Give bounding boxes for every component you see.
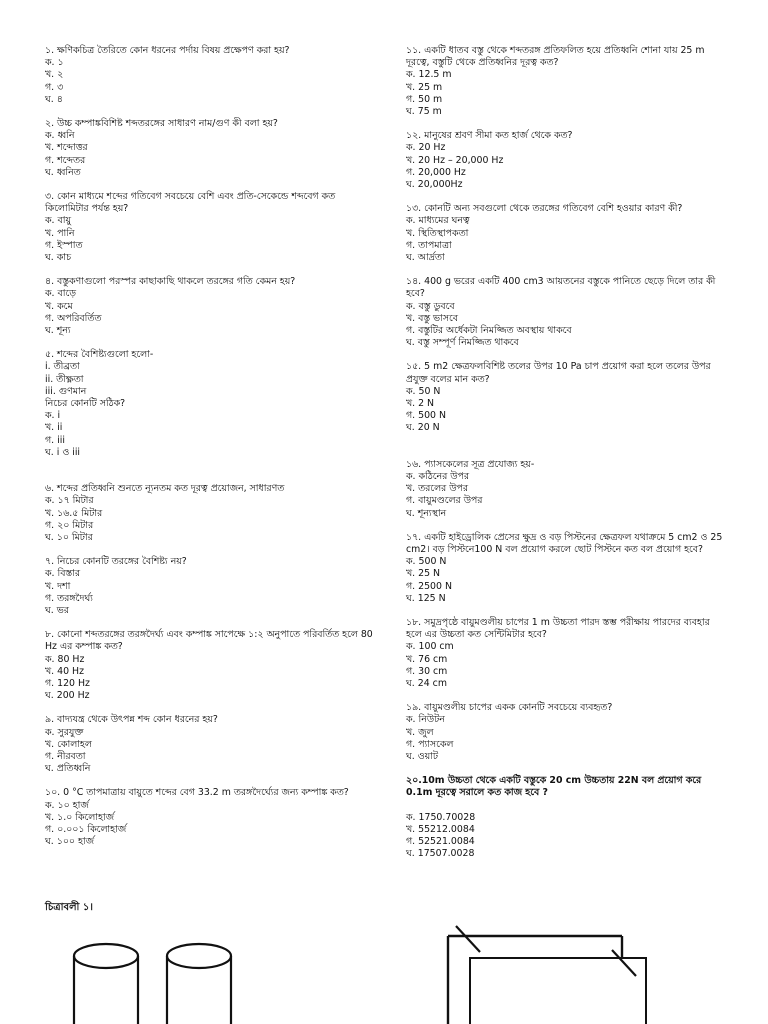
- question-15: [406, 361, 728, 434]
- option-d[interactable]: ঘ. ১০০ হার্জ: [45, 836, 95, 848]
- option-a[interactable]: ক. ধ্বনি: [45, 130, 75, 142]
- option-c[interactable]: গ. তাপমাত্রা: [406, 239, 452, 251]
- question-text: ৩. কোন মাধ্যমে শব্দের গতিবেগ সবচেয়ে বেশি এবং প্রতি-সেকেন্ডে শব্দবেগ কত কিলোমিটার পর্যন্ত হয়?: [45, 191, 336, 215]
- question-7: [45, 556, 375, 617]
- option-d[interactable]: ঘ. i ও iii: [45, 446, 81, 458]
- question-17: [406, 532, 728, 605]
- option-list: [45, 215, 375, 264]
- option-a[interactable]: ক. ১৭ মিটার: [45, 495, 94, 507]
- cylinders-figure: [70, 940, 240, 1024]
- option-d[interactable]: ঘ. আর্দ্রতা: [406, 252, 445, 264]
- option-d[interactable]: ঘ. 17507.0028: [406, 848, 475, 860]
- option-a[interactable]: ক. 1750.70028: [406, 811, 476, 823]
- option-a[interactable]: ক. বাড়ে: [45, 288, 76, 300]
- option-b[interactable]: খ. ii: [45, 422, 63, 434]
- figure-section-title: চিত্রাবলী ১।: [45, 902, 93, 913]
- option-b[interactable]: খ. শব্দোত্তর: [45, 142, 88, 154]
- option-b[interactable]: খ. ১.০ কিলোহার্জ: [45, 811, 114, 823]
- option-list: [406, 301, 728, 350]
- statement-ii: ii. তীক্ষ্ণতা: [45, 373, 84, 385]
- question-11: [406, 45, 728, 118]
- option-d[interactable]: ঘ. ওয়াট: [406, 750, 439, 762]
- option-list: [45, 800, 375, 849]
- question-16: [406, 459, 728, 520]
- option-c[interactable]: গ. অপরিবর্তিত: [45, 312, 102, 324]
- option-d[interactable]: ঘ. কাচ: [45, 252, 72, 264]
- option-a[interactable]: ক. 100 cm: [406, 641, 454, 653]
- question-text: ৪. বস্তুকণাগুলো পরস্পর কাছাকাছি থাকলে তরঙ্গের গতি কেমন হয়?: [45, 276, 296, 288]
- option-list: [406, 812, 728, 861]
- question-text: ১৬. প্যাসকেলের সূত্র প্রযোজ্য হয়-: [406, 458, 535, 470]
- option-c[interactable]: গ. ২০ মিটার: [45, 519, 94, 531]
- option-b[interactable]: খ. জুল: [406, 726, 434, 738]
- question-5: [45, 349, 375, 459]
- question-1: [45, 45, 375, 106]
- question-text: ২০.10m উচ্চতা থেকে একটি বস্তুকে 20 cm উচ্চতায় 22N বল প্রয়োগ করে 0.1m দূরত্বে সরালে কত কাজ হবে ?: [406, 775, 702, 799]
- option-d[interactable]: ঘ. ধ্বনিত: [45, 166, 81, 178]
- question-text: ৬. শব্দের প্রতিধ্বনি শুনতে ন্যূনতম কত দূরত্ব প্রয়োজন, সাধারণত: [45, 483, 285, 495]
- option-list: [45, 568, 375, 617]
- question-3: [45, 191, 375, 264]
- option-b[interactable]: খ. দশা: [45, 580, 71, 592]
- question-9: [45, 714, 375, 775]
- option-list: [406, 471, 728, 520]
- option-d[interactable]: ঘ. শূন্য: [45, 325, 71, 337]
- question-4: [45, 276, 375, 337]
- plates-figure: [440, 924, 660, 1024]
- option-c[interactable]: গ. বায়ুমণ্ডলের উপর: [406, 495, 483, 507]
- question-text: ১১. একটি ধাতব বস্তু থেকে শব্দতরঙ্গ প্রতিফলিত হয়ে প্রতিধ্বনি শোনা যায় 25 m দূরত্বে, বস্তুটি থেকে প্রতিধ্বনির দূরত্ব কত?: [406, 45, 705, 69]
- statement-i: i. তীব্রতা: [45, 361, 80, 373]
- option-a[interactable]: ক. 12.5 m: [406, 69, 452, 81]
- option-c[interactable]: গ. শব্দেতর: [45, 154, 86, 166]
- option-d[interactable]: ঘ. ভর: [45, 604, 69, 616]
- option-c[interactable]: গ. 500 N: [406, 410, 446, 422]
- option-d[interactable]: ঘ. বস্তু সম্পূর্ণ নিমজ্জিত থাকবে: [406, 337, 519, 349]
- left-column: [45, 45, 375, 860]
- option-list: [406, 69, 728, 118]
- question-2: [45, 118, 375, 179]
- option-a[interactable]: ক. সুরযুক্ত: [45, 726, 84, 738]
- option-c[interactable]: গ. তরঙ্গদৈর্ঘ্য: [45, 592, 93, 604]
- option-d[interactable]: ঘ. 75 m: [406, 106, 442, 118]
- option-c[interactable]: গ. iii: [45, 434, 65, 446]
- option-d[interactable]: ঘ. 200 Hz: [45, 690, 90, 702]
- statement-list: [45, 361, 375, 398]
- option-a[interactable]: ক. i: [45, 410, 61, 422]
- option-b[interactable]: খ. 2 N: [406, 398, 435, 410]
- option-c[interactable]: গ. 30 cm: [406, 665, 448, 677]
- option-d[interactable]: ঘ. শূন্যস্থান: [406, 507, 447, 519]
- question-14: [406, 276, 728, 349]
- option-d[interactable]: ঘ. ১০ মিটার: [45, 531, 93, 543]
- question-text: ১৩. কোনটি অন্য সবগুলো থেকে তরঙ্গের গতিবেগ বেশি হওয়ার কারণ কী?: [406, 203, 683, 215]
- option-list: [406, 714, 728, 763]
- option-a[interactable]: ক. মাধ্যমের ঘনত্ব: [406, 215, 470, 227]
- question-6: [45, 483, 375, 544]
- option-b[interactable]: খ. কোলাহল: [45, 738, 92, 750]
- option-c[interactable]: গ. 50 m: [406, 93, 443, 105]
- question-text: ৯. বাদ্যযন্ত্র থেকে উৎপন্ন শব্দ কোন ধরনের হয়?: [45, 714, 218, 726]
- front-plate: [470, 958, 646, 1024]
- option-b[interactable]: খ. 76 cm: [406, 653, 448, 665]
- option-a[interactable]: ক. 20 Hz: [406, 142, 446, 154]
- option-c[interactable]: গ. নীরবতা: [45, 750, 86, 762]
- question-19: [406, 702, 728, 763]
- option-c[interactable]: গ. 20,000 Hz: [406, 166, 466, 178]
- question-text: ৫. শব্দের বৈশিষ্ট্যগুলো হলো-: [45, 349, 154, 361]
- question-text: ১৯. বায়ুমণ্ডলীয় চাপের একক কোনটি সবচেয়ে ব্যবহৃত?: [406, 702, 613, 714]
- statement-iii: iii. গুণমান: [45, 385, 87, 397]
- option-list: [406, 386, 728, 435]
- option-b[interactable]: খ. 55212.0084: [406, 823, 475, 835]
- option-a[interactable]: ক. 50 N: [406, 385, 441, 397]
- question-10: [45, 787, 375, 848]
- option-c[interactable]: গ. ইস্পাত: [45, 239, 83, 251]
- option-list: [45, 130, 375, 179]
- cylinder-left: [74, 944, 138, 1024]
- question-text: ১. ক্ষণিকচিত্র তৈরিতে কোন ধরনের পর্দায় বিষয় প্রক্ষেপণ করা হয়?: [45, 45, 290, 56]
- option-b[interactable]: খ. তরলের উপর: [406, 483, 469, 495]
- option-c[interactable]: গ. ০.০০১ কিলোহার্জ: [45, 823, 127, 835]
- option-a[interactable]: ক. নিউটন: [406, 714, 445, 726]
- question-text: ২. উচ্চ কম্পাঙ্কবিশিষ্ট শব্দতরঙ্গের সাধারণ নাম/গুণ কী বলা হয়?: [45, 118, 278, 130]
- question-text: ১২. মানুষের শ্রবণ সীমা কত হার্জ থেকে কত?: [406, 130, 573, 142]
- cylinder-right: [167, 944, 231, 1024]
- option-b[interactable]: খ. 25 m: [406, 81, 443, 93]
- option-list: [406, 215, 728, 264]
- option-b[interactable]: খ. 25 N: [406, 568, 441, 580]
- option-b[interactable]: খ. 20 Hz – 20,000 Hz: [406, 154, 504, 166]
- option-list: [45, 495, 375, 544]
- option-list: [406, 142, 728, 191]
- question-text: ১৭. একটি হাইড্রোলিক প্রেসের ক্ষুদ্র ও বড় পিস্টনের ক্ষেত্রফল যথাক্রমে 5 cm2 ও 25 cm2। বড় পিস্টনে100 N বল প্রয়োগ করলে ছোট পিস্টনে কত বল প্রয়োগ হবে?: [406, 531, 723, 555]
- question-text: ১৪. 400 g ভরের একটি 400 cm3 আয়তনের বস্তুকে পানিতে ছেড়ে দিলে তার কী হবে?: [406, 276, 716, 300]
- question-text: ৮. কোনো শব্দতরঙ্গের তরঙ্গদৈর্ঘ্য এবং কম্পাঙ্ক সাপেক্ষে ১:২ অনুপাতে পরিবর্তিত হলে 80 Hz এর কম্পাঙ্ক কত?: [45, 629, 373, 653]
- option-d[interactable]: ঘ. 20,000Hz: [406, 179, 463, 191]
- option-c[interactable]: গ. বস্তুটির অর্ধেকটা নিমজ্জিত অবস্থায় থাকবে: [406, 325, 572, 337]
- option-b[interactable]: খ. 40 Hz: [45, 665, 84, 677]
- option-a[interactable]: ক. 80 Hz: [45, 653, 85, 665]
- option-a[interactable]: ক. ১০ হার্জ: [45, 799, 89, 811]
- option-c[interactable]: গ. প্যাসকেল: [406, 738, 454, 750]
- option-b[interactable]: খ. ২: [45, 69, 64, 81]
- option-d[interactable]: ঘ. ৪: [45, 93, 63, 105]
- option-c[interactable]: গ. 2500 N: [406, 580, 452, 592]
- option-a[interactable]: ক. বায়ু: [45, 215, 71, 227]
- question-8: [45, 629, 375, 702]
- option-a[interactable]: ক. ১: [45, 57, 64, 69]
- option-list: [45, 727, 375, 776]
- option-b[interactable]: খ. কমে: [45, 300, 73, 312]
- option-b[interactable]: খ. পানি: [45, 227, 75, 239]
- question-13: [406, 203, 728, 264]
- question-text: ৭. নিচের কোনটি তরঙ্গের বৈশিষ্ট্য নয়?: [45, 556, 187, 568]
- option-a[interactable]: ক. 500 N: [406, 556, 447, 568]
- option-list: [406, 556, 728, 605]
- question-18: [406, 617, 728, 690]
- option-d[interactable]: ঘ. 20 N: [406, 422, 440, 434]
- option-list: [406, 641, 728, 690]
- option-c[interactable]: গ. 52521.0084: [406, 835, 475, 847]
- question-prompt: নিচের কোনটি সঠিক?: [45, 398, 126, 410]
- option-a[interactable]: ক. বস্তু ডুববে: [406, 300, 455, 312]
- option-b[interactable]: খ. বস্তু ভাসবে: [406, 312, 458, 324]
- option-c[interactable]: গ. ৩: [45, 81, 64, 93]
- option-list: [45, 410, 375, 459]
- option-b[interactable]: খ. ১৬.৫ মিটার: [45, 507, 103, 519]
- question-20: [406, 775, 728, 860]
- question-text: ১৫. 5 m2 ক্ষেত্রফলবিশিষ্ট তলের উপর 10 Pa চাপ প্রয়োগ করা হলে তলের উপর প্রযুক্ত বলের মান কত?: [406, 361, 711, 385]
- option-d[interactable]: ঘ. প্রতিধ্বনি: [45, 763, 91, 775]
- option-d[interactable]: ঘ. 125 N: [406, 592, 446, 604]
- question-text: ১০. 0 °C তাপমাত্রায় বায়ুতে শব্দের বেগ 33.2 m তরঙ্গদৈর্ঘ্যের জন্য কম্পাঙ্ক কত?: [45, 787, 349, 799]
- option-list: [45, 654, 375, 703]
- option-list: [45, 57, 375, 106]
- option-d[interactable]: ঘ. 24 cm: [406, 677, 447, 689]
- option-b[interactable]: খ. স্থিতিস্থাপকতা: [406, 227, 469, 239]
- option-a[interactable]: ক. কঠিনের উপর: [406, 470, 470, 482]
- option-a[interactable]: ক. বিস্তার: [45, 568, 81, 580]
- right-column: [406, 45, 728, 872]
- question-text: ১৮. সমুদ্রপৃষ্ঠে বায়ুমণ্ডলীয় চাপের 1 m উচ্চতা পারদ স্তম্ভ পরীক্ষায় পারদের ব্যবহার হলে এর উচ্চতা কত সেন্টিমিটার হবে?: [406, 616, 710, 641]
- option-list: [45, 288, 375, 337]
- question-12: [406, 130, 728, 191]
- option-c[interactable]: গ. 120 Hz: [45, 677, 90, 689]
